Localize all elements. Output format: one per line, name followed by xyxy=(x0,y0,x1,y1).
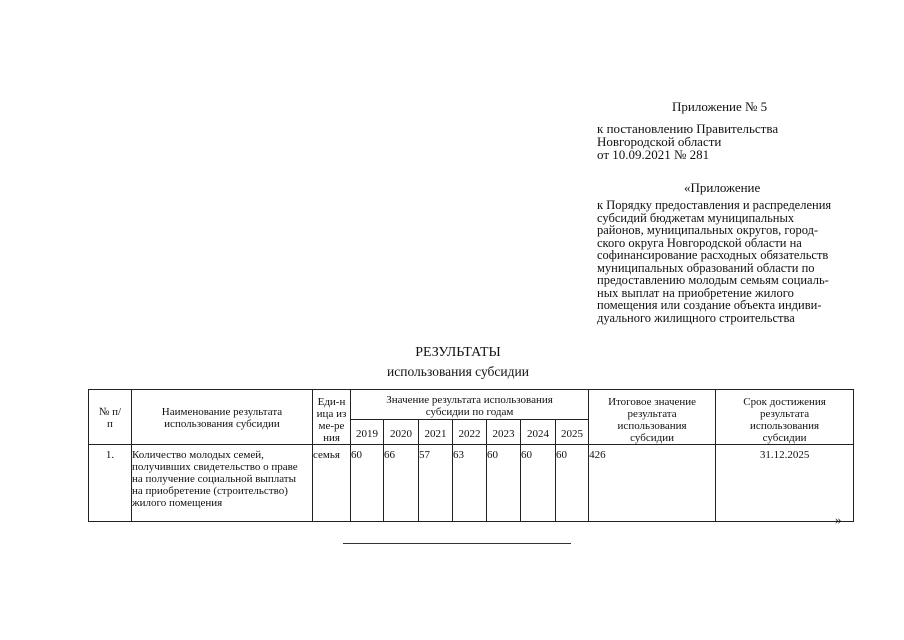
row-value: 57 xyxy=(419,445,453,522)
procedure-line: к Порядку предоставления и распределения xyxy=(597,198,832,212)
row-value: 60 xyxy=(351,445,384,522)
row-unit: семья xyxy=(313,445,351,522)
year-header: 2021 xyxy=(419,420,453,445)
procedure-line: районов, муниципальных округов, город- xyxy=(597,223,819,237)
procedure-line: субсидий бюджетам муниципальных xyxy=(597,210,795,225)
decree-line: к постановлению Правительства xyxy=(597,121,779,136)
procedure-line: предоставлению молодым семьям социаль- xyxy=(597,273,829,287)
inner-appendix-label: «Приложение xyxy=(684,180,761,195)
header-total: Итоговое значение результата использования субсидии xyxy=(589,390,716,445)
year-header: 2022 xyxy=(453,420,487,445)
procedure-line: ных выплат на приобретение жилого xyxy=(597,285,794,300)
header-unit: Еди-ница изме-рения xyxy=(313,390,351,445)
procedure-line: ского округа Новгородской области на xyxy=(597,235,802,250)
procedure-line: помещения или создание объекта индиви- xyxy=(597,298,822,312)
year-header: 2023 xyxy=(487,420,521,445)
decree-line: от 10.09.2021 № 281 xyxy=(597,147,710,162)
appendix-number: Приложение № 5 xyxy=(672,99,768,114)
header-num: № п/п xyxy=(89,390,132,445)
row-value: 63 xyxy=(453,445,487,522)
table-row xyxy=(89,445,854,522)
year-header: 2020 xyxy=(384,420,419,445)
row-deadline: 31.12.2025 xyxy=(716,445,854,522)
results-table xyxy=(88,389,854,522)
header-name: Наименование результата использования субсидии xyxy=(132,390,313,445)
row-value: 66 xyxy=(384,445,419,522)
end-divider xyxy=(343,543,571,544)
document-title: РЕЗУЛЬТАТЫ xyxy=(415,345,501,360)
row-name: Количество молодых семей, получивших свидетельство о праве на получение социальной выплаты на приобретение (строительство) жилого помещения xyxy=(132,445,313,522)
row-value: 60 xyxy=(556,445,589,522)
year-header: 2019 xyxy=(351,420,384,445)
procedure-line: дуального жилищного строительства xyxy=(597,310,795,325)
year-header: 2025 xyxy=(556,420,589,445)
table-header-row xyxy=(89,390,854,420)
decree-line: Новгородской области xyxy=(597,134,722,149)
document-subtitle: использования субсидии xyxy=(387,364,529,379)
year-header: 2024 xyxy=(521,420,556,445)
row-value: 60 xyxy=(487,445,521,522)
row-total: 426 xyxy=(589,445,716,522)
row-num: 1. xyxy=(89,445,132,522)
procedure-line: софинансирование расходных обязательств xyxy=(597,248,829,262)
closing-quote: » xyxy=(835,512,842,527)
row-value: 60 xyxy=(521,445,556,522)
procedure-reference xyxy=(597,199,831,324)
header-values-group: Значение результата использования субсидии по годам xyxy=(351,390,589,420)
decree-reference xyxy=(597,122,778,161)
procedure-line: муниципальных образований области по xyxy=(597,260,815,275)
header-deadline: Срок достижения результата использования субсидии xyxy=(716,390,854,445)
